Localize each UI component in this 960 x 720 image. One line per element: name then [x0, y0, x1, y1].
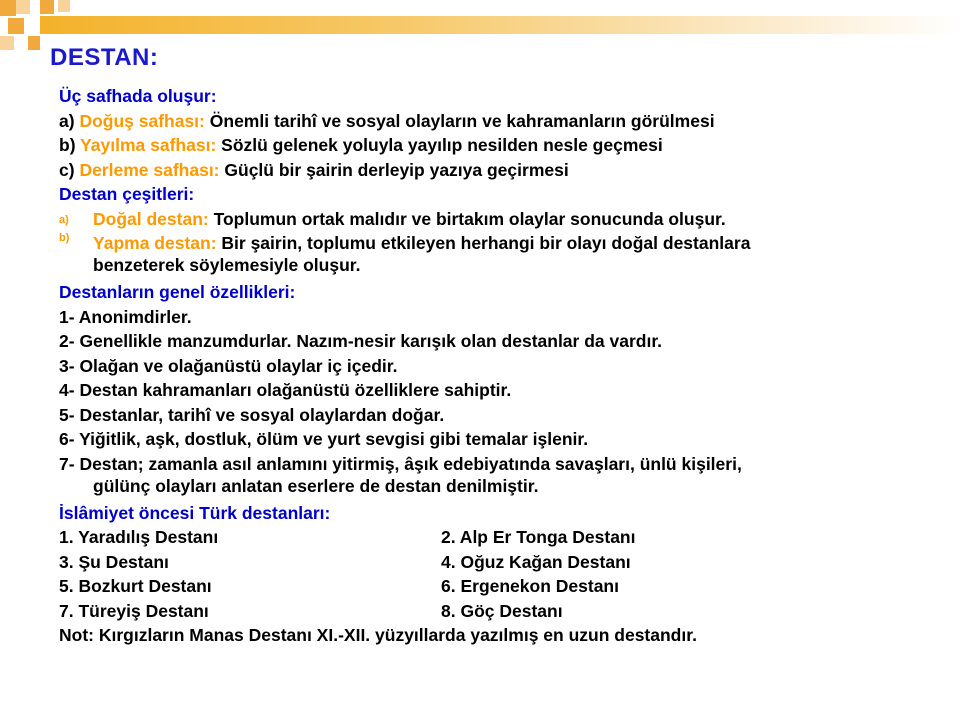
deco-square [16, 0, 30, 14]
feature-item: 4- Destan kahramanları olağanüstü özelliklere sahiptir. [59, 380, 512, 400]
phases-heading: Üç safhada oluşur: [59, 86, 217, 106]
note: Not: Kırgızların Manas Destanı XI.-XII. yüzyıllarda yazılmış en uzun destandır. [59, 625, 697, 645]
deco-square [0, 36, 14, 50]
feature-item: 2- Genellikle manzumdurlar. Nazım-nesir karışık olan destanlar da vardır. [59, 331, 663, 351]
list-marker: b) [59, 232, 70, 244]
type-label: Doğal destan: [93, 208, 209, 229]
gradient-bar [40, 16, 960, 34]
feature-item: 5- Destanlar, tarihî ve sosyal olaylardan doğar. [59, 404, 445, 425]
epic-row: 1. Yaradılış Destanı 2. Alp Er Tonga Destanı [59, 527, 636, 547]
phase-label: Doğuş safhası: [79, 110, 205, 131]
phase-label: Derleme safhası: [79, 159, 220, 180]
page-title: DESTAN: [50, 44, 159, 71]
deco-square [8, 18, 24, 34]
type-item: a) Doğal destan: Toplumun ortak malıdır ve birtakım olaylar sonucunda oluşur. [59, 207, 919, 232]
type-item: b) Yapma destan: Bir şairin, toplumu etkileyen herhangi bir olayı doğal destanlara benzeterek söylemesiyle oluşur. [59, 231, 919, 280]
list-marker: a) [59, 213, 69, 226]
feature-item: 1- Anonimdirler. [59, 306, 192, 327]
feature-item: 7- Destan; zamanla asıl anlamını yitirmiş, âşık edebiyatında savaşları, ünlü kişileri, gülünç olayları anlatan eserlere de destan denilmiştir. [59, 453, 742, 496]
epic-row: 3. Şu Destanı 4. Oğuz Kağan Destanı [59, 551, 631, 572]
feature-item: 6- Yiğitlik, aşk, dostluk, ölüm ve yurt sevgisi gibi temalar işlenir. [59, 429, 589, 449]
epic-row: 7. Türeyiş Destanı 8. Göç Destanı [59, 600, 563, 621]
phase-item: c) Derleme safhası: Güçlü bir şairin derleyip yazıya geçirmesi [59, 159, 569, 180]
deco-square [28, 36, 40, 50]
epics-heading: İslâmiyet öncesi Türk destanları: [59, 502, 331, 523]
types-heading: Destan çeşitleri: [59, 184, 195, 204]
epic-row: 5. Bozkurt Destanı 6. Ergenekon Destanı [59, 576, 619, 596]
deco-square [58, 0, 70, 12]
phase-item: a) Doğuş safhası: Önemli tarihî ve sosyal olayların ve kahramanların görülmesi [59, 110, 715, 131]
feature-item: 3- Olağan ve olağanüstü olaylar iç içedir. [59, 355, 398, 376]
type-label: Yapma destan: [93, 233, 217, 253]
phase-label: Yayılma safhası: [80, 135, 217, 155]
phase-item: b) Yayılma safhası: Sözlü gelenek yoluyla yayılıp nesilden nesle geçmesi [59, 135, 663, 155]
features-heading: Destanların genel özellikleri: [59, 282, 296, 302]
deco-square [0, 0, 16, 16]
deco-square [40, 0, 54, 14]
slide-content [59, 84, 919, 648]
